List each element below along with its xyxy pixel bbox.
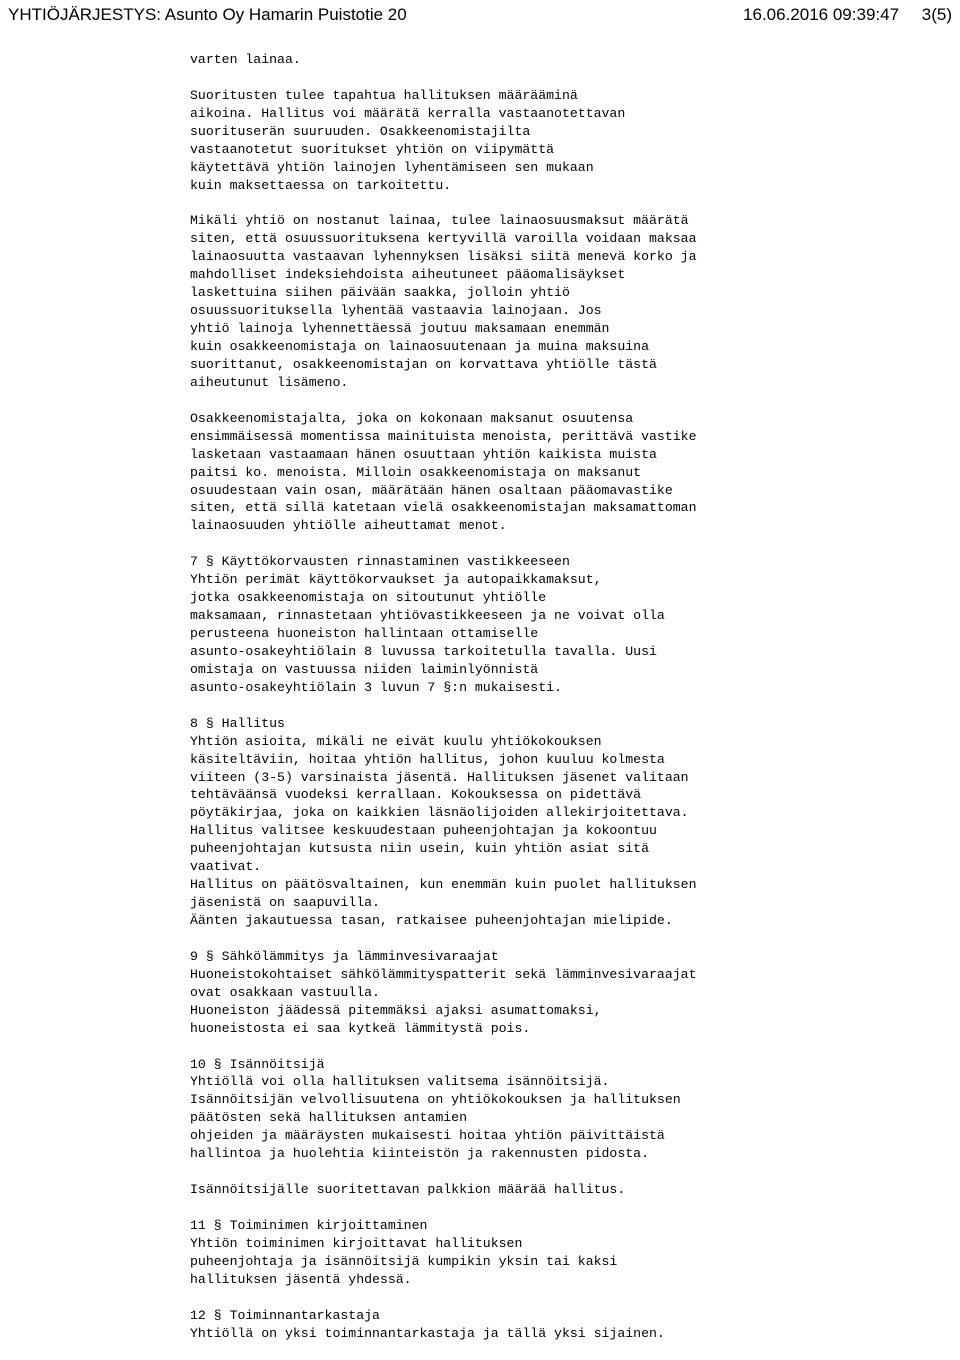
print-datetime: 16.06.2016 09:39:47: [743, 5, 900, 24]
text-line: suorituserän suuruuden. Osakkeenomistajilta: [190, 123, 531, 139]
text-line: osuussuorituksella lyhentää vastaavia lainojaan. Jos: [190, 303, 602, 319]
text-line: huoneistosta ei saa kytkeä lämmitystä pois.: [190, 1020, 531, 1036]
text-line: Yhtiöllä voi olla hallituksen valitsema isännöitsijä.: [190, 1074, 610, 1090]
text-line: kuin maksettaessa on tarkoitettu.: [190, 177, 452, 193]
text-line: 10 § Isännöitsijä: [190, 1056, 325, 1072]
text-line: lainaosuuden yhtiölle aiheuttamat menot.: [190, 518, 507, 534]
text-line: osuudestaan vain osan, määrätään hänen osaltaan pääomavastike: [190, 482, 673, 498]
paragraph: [190, 51, 955, 69]
text-line: asunto-osakeyhtiölain 8 luvussa tarkoitetulla tavalla. Uusi: [190, 643, 657, 659]
text-line: perusteena huoneiston hallintaan ottamiselle: [190, 626, 539, 641]
text-line: päätösten sekä hallituksen antamien: [190, 1110, 467, 1126]
paragraph: [190, 553, 955, 697]
text-line: 7 § Käyttökorvausten rinnastaminen vastikkeeseen: [190, 554, 570, 570]
text-line: siten, että osuussuorituksena kertyvillä varoilla voidaan maksaa: [190, 231, 697, 247]
text-line: Huoneistokohtaiset sähkölämmityspatterit sekä lämminvesivaraajat: [190, 966, 697, 982]
text-line: asunto-osakeyhtiölain 3 luvun 7 §:n mukaisesti.: [190, 679, 562, 695]
text-line: Äänten jakautuessa tasan, ratkaisee puheenjohtajan mielipide.: [190, 913, 673, 928]
text-line: aikoina. Hallitus voi määrätä kerralla vastaanotettavan: [190, 105, 626, 121]
text-line: mahdolliset indeksiehdoista aiheutuneet pääomalisäykset: [190, 267, 626, 283]
text-line: Yhtiön toiminimen kirjoittavat hallituksen: [190, 1235, 523, 1251]
header-meta: [743, 4, 952, 26]
paragraph: [190, 1181, 955, 1199]
text-line: ohjeiden ja määräysten mukaisesti hoitaa yhtiön päivittäistä: [190, 1128, 665, 1144]
text-line: 8 § Hallitus: [190, 715, 285, 731]
text-line: jäsenistä on saapuvilla.: [190, 895, 380, 911]
text-line: Isännöitsijän velvollisuutena on yhtiökokouksen ja hallituksen: [190, 1092, 681, 1108]
text-line: 11 § Toiminimen kirjoittaminen: [190, 1217, 428, 1233]
text-line: lasketaan vastaamaan hänen osuuttaan yhtiön kaikista muista: [190, 446, 657, 462]
text-line: pöytäkirjaa, joka on kaikkien läsnäolijoiden allekirjoitettava.: [190, 805, 689, 821]
text-line: suorittanut, osakkeenomistajan on korvattava yhtiölle tästä: [190, 356, 657, 372]
paragraph: [190, 1217, 955, 1289]
paragraph: [190, 715, 955, 930]
text-line: jotka osakkeenomistaja on sitoutunut yhtiölle: [190, 590, 547, 606]
document-title: YHTIÖJÄRJESTYS: Asunto Oy Hamarin Puistotie 20: [8, 5, 407, 24]
text-line: puheenjohtajan kutsusta niin usein, kuin yhtiön asiat sitä: [190, 841, 649, 857]
paragraph: [190, 87, 955, 195]
text-line: kuin osakkeenomistaja on lainaosuutenaan ja muina maksuina: [190, 339, 649, 354]
text-line: ensimmäisessä momentissa mainituista menoista, perittävä vastike: [190, 428, 697, 444]
page-number: 3(5): [921, 5, 952, 24]
text-line: lainaosuutta vastaavan lyhennyksen lisäksi siitä menevä korko ja: [190, 249, 697, 265]
paragraph: [190, 1307, 955, 1343]
paragraph: [190, 410, 955, 536]
text-line: aiheutunut lisämeno.: [190, 374, 349, 390]
text-line: paitsi ko. menoista. Milloin osakkeenomistaja on maksanut: [190, 464, 642, 480]
paragraph: [190, 212, 955, 391]
text-line: vaativat.: [190, 859, 262, 875]
text-line: varten lainaa.: [190, 52, 301, 67]
text-line: siten, että sillä katetaan vielä osakkeenomistajan maksamattoman: [190, 500, 697, 516]
text-line: tehtäväänsä vuodeksi kerrallaan. Kokouksessa on pidettävä: [190, 787, 642, 803]
text-line: Yhtiöllä on yksi toiminnantarkastaja ja tällä yksi sijainen.: [190, 1325, 665, 1341]
paragraph: [190, 1056, 955, 1164]
document-body: [190, 51, 955, 1360]
text-line: omistaja on vastuussa niiden laiminlyönnistä: [190, 661, 539, 677]
text-line: yhtiö lainoja lyhennettäessä joutuu maksamaan enemmän: [190, 321, 610, 337]
text-line: käytettävä yhtiön lainojen lyhentämiseen sen mukaan: [190, 159, 594, 175]
text-line: laskettuina siihen päivään saakka, jolloin yhtiö: [190, 285, 570, 301]
text-line: Suoritusten tulee tapahtua hallituksen määrääminä: [190, 87, 578, 103]
text-line: käsiteltäviin, hoitaa yhtiön hallitus, johon kuuluu kolmesta: [190, 751, 665, 767]
text-line: viiteen (3-5) varsinaista jäsentä. Hallituksen jäsenet valitaan: [190, 769, 689, 785]
text-line: hallituksen jäsentä yhdessä.: [190, 1271, 412, 1287]
text-line: maksamaan, rinnastetaan yhtiövastikkeeseen ja ne voivat olla: [190, 608, 665, 624]
text-line: puheenjohtaja ja isännöitsijä kumpikin yksin tai kaksi: [190, 1253, 618, 1269]
paragraph: [190, 948, 955, 1038]
text-line: Osakkeenomistajalta, joka on kokonaan maksanut osuutensa: [190, 410, 634, 426]
text-line: Hallitus valitsee keskuudestaan puheenjohtajan ja kokoontuu: [190, 823, 657, 839]
text-line: 9 § Sähkölämmitys ja lämminvesivaraajat: [190, 948, 499, 964]
text-line: Yhtiön perimät käyttökorvaukset ja autopaikkamaksut,: [190, 572, 602, 588]
text-line: Huoneiston jäädessä pitemmäksi ajaksi asumattomaksi,: [190, 1002, 602, 1018]
text-line: Mikäli yhtiö on nostanut lainaa, tulee lainaosuusmaksut määrätä: [190, 213, 689, 229]
text-line: Hallitus on päätösvaltainen, kun enemmän kuin puolet hallituksen: [190, 877, 697, 893]
text-line: ovat osakkaan vastuulla.: [190, 984, 380, 1000]
text-line: Yhtiön asioita, mikäli ne eivät kuulu yhtiökokouksen: [190, 733, 602, 749]
text-line: hallintoa ja huolehtia kiinteistön ja rakennusten pidosta.: [190, 1146, 649, 1162]
text-line: vastaanotetut suoritukset yhtiön on viipymättä: [190, 141, 555, 157]
text-line: Isännöitsijälle suoritettavan palkkion määrää hallitus.: [190, 1182, 626, 1198]
page-header: [8, 4, 952, 26]
text-line: 12 § Toiminnantarkastaja: [190, 1307, 380, 1323]
